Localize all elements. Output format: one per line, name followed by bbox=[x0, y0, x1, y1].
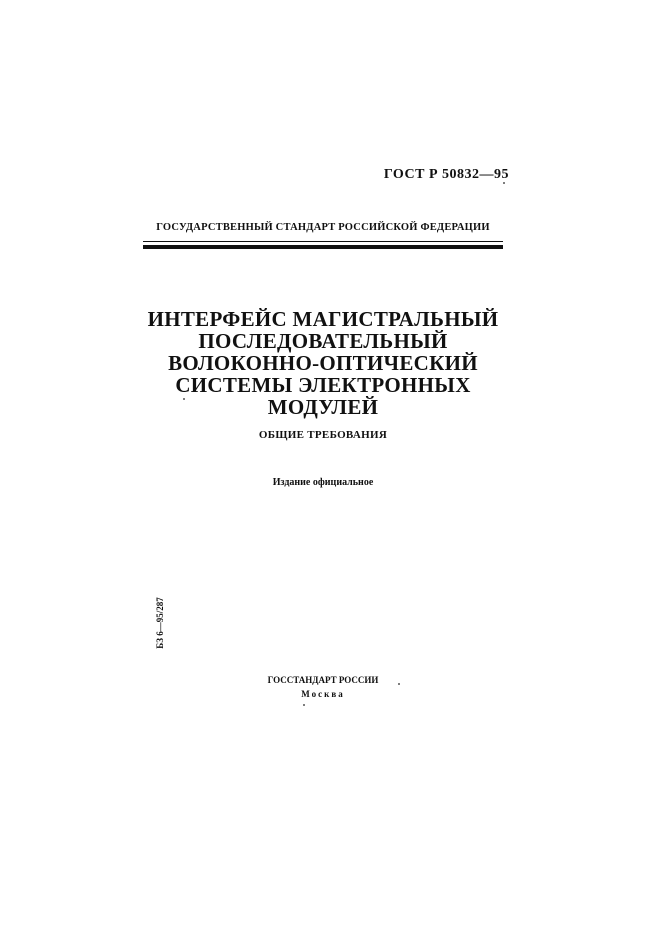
print-speck bbox=[503, 182, 505, 184]
publisher-name: ГОССТАНДАРТ РОССИИ bbox=[267, 675, 379, 685]
print-speck bbox=[303, 704, 305, 706]
edition-note: Издание официальное bbox=[272, 477, 374, 488]
standard-header: ГОСУДАРСТВЕННЫЙ СТАНДАРТ РОССИЙСКОЙ ФЕДЕРАЦИИ bbox=[156, 222, 490, 233]
header-rule-thin bbox=[143, 241, 503, 242]
document-subtitle: ОБЩИЕ ТРЕБОВАНИЯ bbox=[258, 429, 388, 441]
title-line: ИНТЕРФЕЙС МАГИСТРАЛЬНЫЙ bbox=[147, 307, 499, 331]
title-line: ВОЛОКОННО-ОПТИЧЕСКИЙ bbox=[168, 351, 478, 375]
print-speck bbox=[398, 683, 400, 685]
title-line: МОДУЛЕЙ bbox=[267, 395, 379, 419]
document-title bbox=[140, 308, 506, 418]
header-rule-thick bbox=[143, 245, 503, 249]
side-catalog-code: БЗ 6—95/287 bbox=[155, 597, 165, 649]
title-line: СИСТЕМЫ ЭЛЕКТРОННЫХ bbox=[175, 373, 471, 397]
title-line: ПОСЛЕДОВАТЕЛЬНЫЙ bbox=[198, 329, 448, 353]
publisher-city: Москва bbox=[301, 689, 345, 699]
document-number: ГОСТ Р 50832—95 bbox=[383, 167, 509, 182]
print-speck bbox=[183, 398, 185, 400]
